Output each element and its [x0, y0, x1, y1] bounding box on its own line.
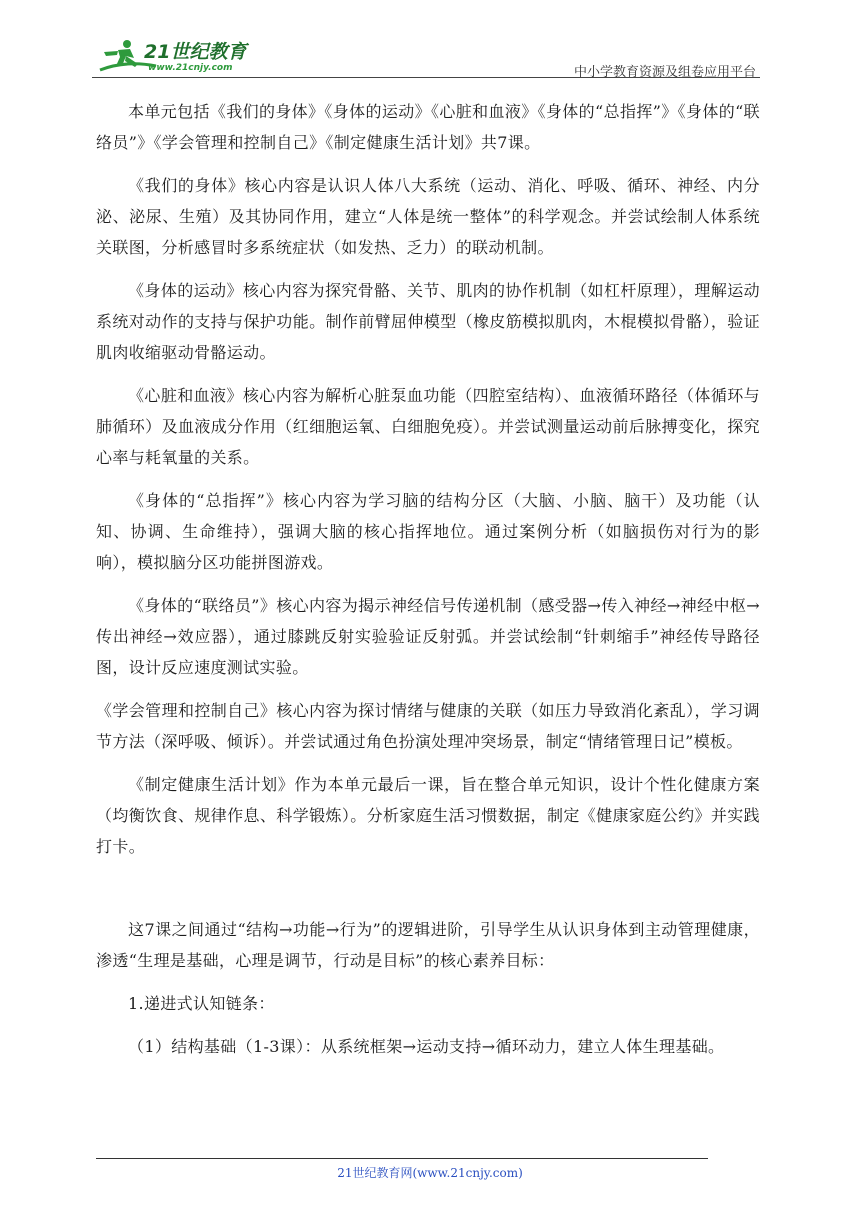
paragraph-our-body: 《我们的身体》核心内容是认识人体八大系统（运动、消化、呼吸、循环、神经、内分泌、泌尿、生殖）及其协同作用，建立“人体是统一整体”的科学观念。并尝试绘制人体系统关联图，分析感冒时多系统症状（如发热、乏力）的联动机制。 [96, 176, 760, 257]
header-platform-text: 中小学教育资源及组卷应用平台 [573, 65, 756, 80]
document-body [96, 96, 760, 1074]
paragraph-self-control: 《学会管理和控制自己》核心内容为探讨情绪与健康的关联（如压力导致消化紊乱），学习调节方法（深呼吸、倾诉）。并尝试通过角色扮演处理冲突场景，制定“情绪管理日记”模板。 [96, 701, 760, 751]
paragraph-unit-overview: 本单元包括《我们的身体》《身体的运动》《心脏和血液》《身体的“总指挥”》《身体的“联络员”》《学会管理和控制自己》《制定健康生活计划》共7课。 [96, 102, 760, 152]
paragraph-body-movement: 《身体的运动》核心内容为探究骨骼、关节、肌肉的协作机制（如杠杆原理），理解运动系统对动作的支持与保护功能。制作前臂屈伸模型（橡皮筋模拟肌肉，木棍模拟骨骼），验证肌肉收缩驱动骨骼运动。 [96, 281, 760, 362]
list-item-structure-basis: （1）结构基础（1-3课）：从系统框架→运动支持→循环动力，建立人体生理基础。 [128, 1037, 725, 1056]
footer-divider [96, 1158, 708, 1159]
page-header [92, 30, 760, 78]
footer-text: 21世纪教育网(www.21cnjy.com) [337, 1166, 523, 1180]
paragraph-brain: 《身体的“总指挥”》核心内容为学习脑的结构分区（大脑、小脑、脑干）及功能（认知、协调、生命维持），强调大脑的核心指挥地位。通过案例分析（如脑损伤对行为的影响），模拟脑分区功能拼图游戏。 [96, 491, 760, 572]
paragraph-health-plan: 《制定健康生活计划》作为本单元最后一课，旨在整合单元知识，设计个性化健康方案（均衡饮食、规律作息、科学锻炼）。分析家庭生活习惯数据，制定《健康家庭公约》并实践打卡。 [96, 775, 760, 856]
site-logo [96, 36, 276, 76]
header-divider [92, 77, 760, 78]
logo-wordmark: 21世纪教育 [144, 41, 247, 63]
paragraph-nerves: 《身体的“联络员”》核心内容为揭示神经信号传递机制（感受器→传入神经→神经中枢→传出神经→效应器），通过膝跳反射实验验证反射弧。并尝试绘制“针刺缩手”神经传导路径图，设计反应速度测试实验。 [96, 596, 760, 677]
logo-url: www.21cnjy.com [148, 63, 233, 73]
list-heading-cognition-chain: 1.递进式认知链条： [128, 994, 275, 1013]
paragraph-heart-blood: 《心脏和血液》核心内容为解析心脏泵血功能（四腔室结构）、血液循环路径（体循环与肺循环）及血液成分作用（红细胞运氧、白细胞免疫）。并尝试测量运动前后脉搏变化，探究心率与耗氧量的关系。 [96, 386, 760, 467]
paragraph-logic-progression: 这7课之间通过“结构→功能→行为”的逻辑进阶，引导学生从认识身体到主动管理健康，渗透“生理是基础，心理是调节，行动是目标”的核心素养目标： [96, 920, 760, 970]
